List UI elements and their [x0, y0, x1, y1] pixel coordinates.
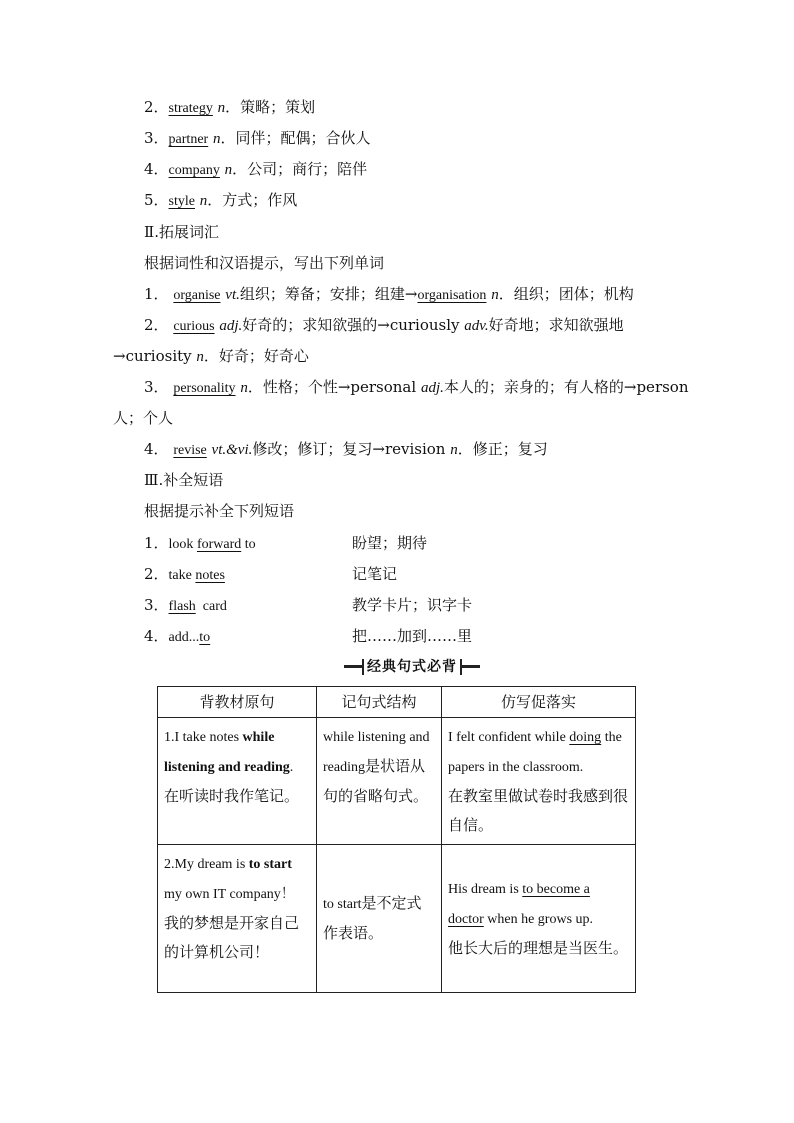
section-heading-expand: Ⅱ.拓展词汇: [144, 223, 219, 241]
structure-en: while listening and reading: [323, 730, 430, 775]
pos-label: n: [224, 162, 233, 178]
phrase-item: [144, 564, 644, 586]
vocab-item: [144, 190, 297, 212]
expand-item-1: [144, 284, 634, 306]
original-sentence-cell: [158, 845, 317, 993]
meaning-text: ．公司；商行；陪伴: [232, 160, 368, 178]
pos-label: n: [491, 287, 499, 303]
sentence-text: my own IT company！: [164, 887, 295, 902]
meaning-text: ．性格；个性→personal: [247, 378, 417, 396]
phrase-item: [144, 595, 644, 617]
expand-item-3-cont: 人；个人: [113, 409, 174, 427]
section-heading-phrases: Ⅲ.补全短语: [144, 471, 224, 489]
item-number: 4．: [144, 160, 169, 178]
section-instruction: 根据词性和汉语提示，写出下列单词: [144, 254, 385, 272]
imitation-cell: [442, 845, 636, 993]
sentence-text: 2.My dream is: [164, 857, 249, 872]
meaning-text: ．策略；策划: [225, 98, 316, 116]
meaning-text: ．组织；团体；机构: [498, 285, 634, 303]
banner-title: [344, 656, 480, 676]
answer-word: curious: [173, 319, 215, 334]
expand-item-2-cont: [113, 346, 309, 367]
structure-en: to start: [323, 897, 362, 912]
imitation-cell: [442, 718, 636, 845]
phrase-blank: flash: [168, 599, 196, 614]
answer-word: revise: [173, 443, 207, 458]
phrase-text: to: [241, 537, 256, 552]
meaning-text: →curiosity: [113, 347, 192, 365]
meaning-text: ．方式；作风: [207, 191, 298, 209]
phrase-blank: to: [199, 630, 211, 645]
imitation-text: the papers in the classroom.: [448, 730, 622, 775]
pos-label: adj.: [219, 318, 243, 334]
item-number: 4．: [144, 440, 169, 458]
answer-word: partner: [168, 132, 209, 147]
original-sentence-cell: [158, 718, 317, 845]
sentence-translation: 在听读时我作笔记。: [164, 787, 300, 805]
phrase-meaning: 记笔记: [352, 565, 398, 583]
table-header: 仿写促落实: [442, 687, 636, 718]
pos-label: n: [217, 100, 226, 116]
pos-label: n: [240, 380, 248, 396]
item-number: 2．: [144, 98, 169, 116]
meaning-text: 好奇的；求知欲强的→curiously: [242, 316, 460, 334]
vocab-item: [144, 97, 315, 119]
sentence-translation: 我的梦想是开家自己的计算机公司！: [164, 914, 300, 961]
phrase-text: look: [168, 537, 197, 552]
phrase-text: add...: [168, 630, 200, 645]
imitation-translation: 他长大后的理想是当医生。: [448, 939, 629, 957]
item-number: 3．: [144, 596, 169, 614]
item-number: 3．: [144, 378, 169, 396]
table-header: 记句式结构: [317, 687, 442, 718]
vocab-item: [144, 159, 367, 181]
meaning-text: 好奇地；求知欲强地: [488, 316, 624, 334]
pos-label: n: [196, 349, 204, 365]
answer-word: company: [168, 163, 220, 178]
item-number: 2．: [144, 565, 169, 583]
banner-text: 经典句式必背: [362, 659, 462, 675]
table-header: 背教材原句: [158, 687, 317, 718]
imitation-text: when he grows up.: [483, 912, 594, 927]
meaning-text: 修改；修订；复习→revision: [252, 440, 446, 458]
item-number: 3．: [144, 129, 169, 147]
phrase-item: [144, 533, 644, 555]
item-number: 1．: [144, 534, 169, 552]
item-number: 1．: [144, 285, 169, 303]
phrase-meaning: 盼望；期待: [352, 534, 428, 552]
imitation-blank: to become a doctor: [448, 882, 590, 927]
answer-word: strategy: [168, 101, 213, 116]
answer-word: organisation: [417, 288, 487, 303]
meaning-text: ．修正；复习: [457, 440, 548, 458]
item-number: 2．: [144, 316, 169, 334]
structure-cell: [317, 718, 442, 845]
phrase-blank: notes: [195, 568, 225, 583]
imitation-translation: 在教室里做试卷时我感到很自信。: [448, 787, 629, 834]
phrase-meaning: 把……加到……里: [352, 627, 473, 645]
answer-word: personality: [173, 381, 236, 396]
meaning-text: 组织；筹备；安排；组建→: [239, 285, 418, 303]
phrase-text: card: [195, 599, 227, 614]
vocab-item: [144, 128, 371, 150]
table-row: [158, 845, 636, 993]
table-header-row: [158, 687, 636, 718]
meaning-text: 本人的；亲身的；有人格的→person: [443, 378, 689, 396]
structure-cn: 是不定式作表语。: [323, 894, 422, 942]
expand-item-4: [144, 439, 548, 461]
imitation-text: His dream is: [448, 882, 523, 897]
phrase-item: [144, 626, 644, 648]
sentence-key-part: to start: [248, 857, 292, 872]
item-number: 4．: [144, 627, 169, 645]
pos-label: n: [199, 193, 208, 209]
section-instruction: 根据提示补全下列短语: [144, 502, 295, 520]
pos-label: adv.: [464, 318, 489, 334]
sentence-text: 1.I take notes: [164, 730, 243, 745]
sentence-text: .: [289, 760, 294, 775]
sentence-pattern-table: [157, 686, 636, 993]
meaning-text: ．同伴；配偶；合伙人: [220, 129, 371, 147]
meaning-text: ．好奇；好奇心: [203, 347, 309, 365]
answer-word: organise: [173, 288, 221, 303]
structure-cn: 是状语从句的省略句式。: [323, 757, 429, 805]
phrase-text: take: [168, 568, 196, 583]
structure-cell: [317, 845, 442, 993]
imitation-blank: doing: [569, 730, 602, 745]
item-number: 5．: [144, 191, 169, 209]
pos-label: n: [450, 442, 458, 458]
pos-label: adj.: [420, 380, 444, 396]
expand-item-2: [144, 315, 624, 337]
pos-label: n: [212, 131, 221, 147]
table-row: [158, 718, 636, 845]
sentence-key-part: while listening and reading: [164, 730, 290, 775]
phrase-meaning: 教学卡片；识字卡: [352, 596, 473, 614]
phrase-blank: forward: [196, 537, 242, 552]
section-banner: [344, 658, 480, 674]
answer-word: style: [168, 194, 195, 209]
pos-label: vt.&vi.: [211, 442, 253, 458]
expand-item-3: [144, 377, 689, 399]
imitation-text: I felt confident while: [448, 730, 570, 745]
pos-label: vt.: [225, 287, 240, 303]
